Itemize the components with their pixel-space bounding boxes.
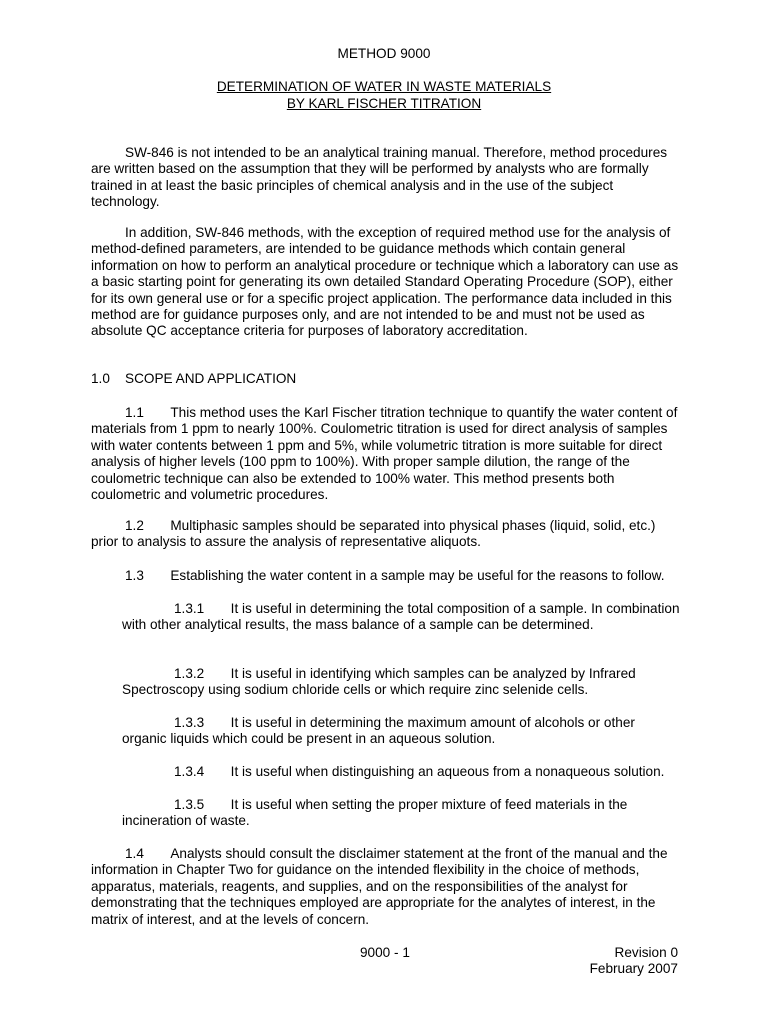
section-1-3: 1.3 Establishing the water content in a sample may be useful for the reasons to follow. xyxy=(125,568,665,583)
section-1-3-5: 1.3.5 It is useful when setting the proper mixture of feed materials in the incineration of waste. xyxy=(122,797,628,829)
intro-paragraph-2: In addition, SW-846 methods, with the exception of required method use for the analysis of method-defined parameters, are intended to be guidance methods which contain general information on how to perform an analytical procedure or technique which a laboratory can use as a basic starting point for generating its own detailed Standard Operating Procedure (SOP), either for its own general use or for a specific project application. The performance data included in this method are for guidance purposes only, and are not intended to be and must not be used as absolute QC acceptance criteria for purposes of laboratory accreditation. xyxy=(91,225,679,339)
page-number: 9000 - 1 xyxy=(360,945,410,960)
section-1-1: 1.1 This method uses the Karl Fischer titration technique to quantify the water content of materials from 1 ppm to nearly 100%. Coulometric titration is used for direct analysis of samples with water contents between 1 ppm and 5%, while volumetric titration is more suitable for direct analysis of higher levels (100 ppm to 100%). With proper sample dilution, the range of the coulometric technique can also be extended to 100% water. This method presents both coulometric and volumetric procedures. xyxy=(91,405,678,503)
section-1-3-2: 1.3.2 It is useful in identifying which samples can be analyzed by Infrared Spectroscopy using sodium chloride cells or which require zinc selenide cells. xyxy=(122,666,636,698)
document-title-line-2: BY KARL FISCHER TITRATION xyxy=(286,96,482,111)
section-1-2: 1.2 Multiphasic samples should be separated into physical phases (liquid, solid, etc.) prior to analysis to assure the analysis of representative aliquots. xyxy=(91,518,656,550)
document-title-line-1: DETERMINATION OF WATER IN WASTE MATERIALS xyxy=(216,79,552,94)
section-1-4: 1.4 Analysts should consult the disclaimer statement at the front of the manual and the information in Chapter Two for guidance on the intended flexibility in the choice of methods, apparatus, materials, reagents, and supplies, and on the responsibilities of the analyst for demonstrating that the techniques employed are appropriate for the analytes of interest, in the matrix of interest, and at the levels of concern. xyxy=(91,846,668,927)
section-heading-scope: 1.0 SCOPE AND APPLICATION xyxy=(91,371,297,386)
revision-label: Revision 0 xyxy=(614,945,678,960)
method-number: METHOD 9000 xyxy=(337,46,431,61)
section-1-3-3: 1.3.3 It is useful in determining the maximum amount of alcohols or other organic liquids which could be present in an aqueous solution. xyxy=(122,715,635,747)
section-1-3-1: 1.3.1 It is useful in determining the total composition of a sample. In combination with other analytical results, the mass balance of a sample can be determined. xyxy=(122,601,680,633)
revision-block xyxy=(590,945,678,978)
intro-paragraph-1: SW-846 is not intended to be an analytical training manual. Therefore, method procedures are written based on the assumption that they will be performed by analysts who are formally trained in at least the basic principles of chemical analysis and in the use of the subject technology. xyxy=(91,145,668,210)
revision-date: February 2007 xyxy=(589,961,678,977)
section-1-3-4: 1.3.4 It is useful when distinguishing an aqueous from a nonaqueous solution. xyxy=(174,764,665,779)
